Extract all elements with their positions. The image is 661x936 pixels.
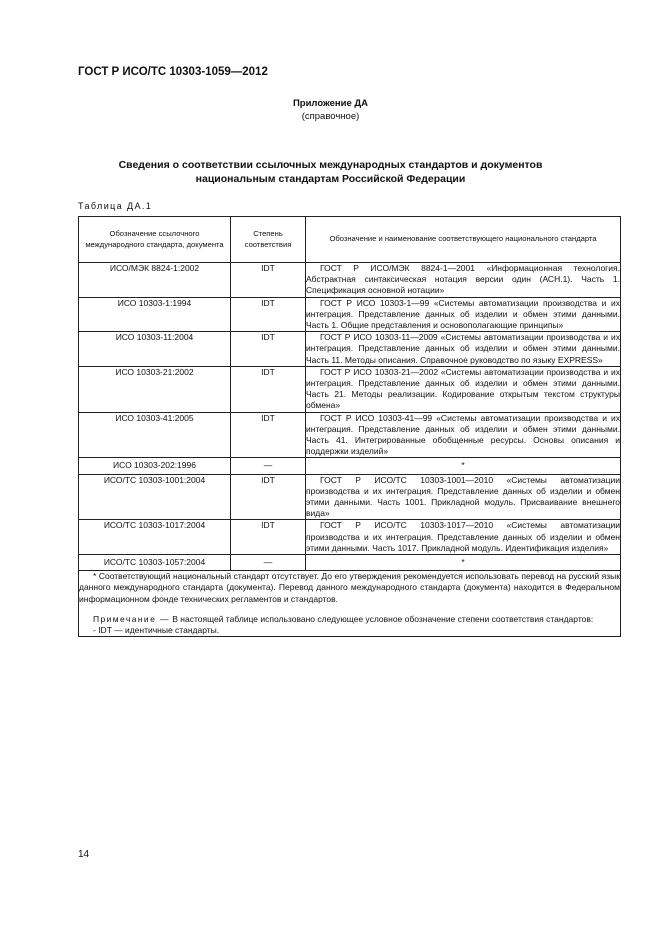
reference-cell: ИСО 10303-11:2004 <box>79 332 231 367</box>
degree-cell: — <box>231 458 306 474</box>
reference-cell: ИСО 10303-1:1994 <box>79 297 231 332</box>
page-number: 14 <box>78 849 90 860</box>
reference-cell: ИСО/ТС 10303-1017:2004 <box>79 520 231 555</box>
document-id: ГОСТ Р ИСО/ТС 10303-1059—2012 <box>78 66 268 78</box>
national-standard-cell <box>306 332 621 367</box>
national-standard-cell <box>306 366 621 412</box>
header-national-standard: Обозначение и наименование соответствующего национального стандарта <box>306 217 621 263</box>
section-title-line-1: Сведения о соответствии ссылочных международных стандартов и документов <box>118 159 543 171</box>
footnote: * Соответствующий национальный стандарт отсутствует. До его утверждения рекомендуется использовать перевод на русский язык данного международного стандарта (документа). Перевод данного международного стандарта (документа) находится в Федеральном информационном фонде технических регламентов и стандартов. <box>79 571 620 604</box>
note-item: - IDT — идентичные стандарты. <box>93 625 220 636</box>
degree-cell: IDT <box>231 297 306 332</box>
note <box>79 614 620 625</box>
table-footer-row <box>79 571 621 637</box>
reference-cell: ИСО 10303-202:1996 <box>79 458 231 474</box>
national-standard-cell <box>306 520 621 555</box>
annex-subtitle: (справочное) <box>301 111 360 122</box>
reference-cell: ИСО/ТС 10303-1001:2004 <box>79 474 231 520</box>
national-standard-cell: * <box>306 458 621 474</box>
section-title <box>0 158 661 186</box>
correspondence-table <box>78 216 621 637</box>
table-header-row <box>79 217 621 263</box>
national-standard-cell <box>306 297 621 332</box>
table-row <box>79 458 621 474</box>
degree-cell: IDT <box>231 332 306 367</box>
national-standard-cell <box>306 474 621 520</box>
degree-cell: IDT <box>231 520 306 555</box>
national-standard-text: ГОСТ Р ИСО 10303-1—99 «Системы автоматизации производства и их интеграция. Представление данных об изделии и обмен этими данными. Часть 1. Общие представления и основополагающие принципы» <box>306 297 620 331</box>
table-row <box>79 332 621 367</box>
national-standard-cell: * <box>306 555 621 571</box>
annex-title: Приложение ДА <box>292 98 369 109</box>
degree-cell: — <box>231 555 306 571</box>
table-row <box>79 263 621 298</box>
note-label: Примечание — <box>93 613 170 624</box>
reference-cell: ИСО/МЭК 8824-1:2002 <box>79 263 231 298</box>
table-caption: Таблица ДА.1 <box>78 201 153 211</box>
table-row <box>79 366 621 412</box>
note-text: В настоящей таблице использовано следующее условное обозначение степени соответствия стандартов: <box>169 613 594 624</box>
table-row <box>79 412 621 458</box>
table-row <box>79 297 621 332</box>
degree-cell: IDT <box>231 263 306 298</box>
table-row <box>79 555 621 571</box>
national-standard-text: ГОСТ Р ИСО/ТС 10303-1017—2010 «Системы автоматизации производства и их интеграция. Представление данных об изделии и обмен этими данными. Часть 1017. Прикладной модуль. Идентификация изделия» <box>306 520 620 553</box>
national-standard-cell <box>306 263 621 298</box>
table-row <box>79 520 621 555</box>
table-footer <box>79 571 621 637</box>
table-row <box>79 474 621 520</box>
annex-heading <box>0 97 661 123</box>
reference-cell: ИСО 10303-21:2002 <box>79 366 231 412</box>
national-standard-text: ГОСТ Р ИСО 10303-21—2002 «Системы автоматизации производства и их интеграция. Представление данных об изделии и обмен этими данными. Часть 21. Методы реализации. Кодирование открытым текстом структуры обмена» <box>306 366 620 411</box>
degree-cell: IDT <box>231 366 306 412</box>
header-degree: Степень соответствия <box>231 217 306 263</box>
reference-cell: ИСО/ТС 10303-1057:2004 <box>79 555 231 571</box>
national-standard-text: ГОСТ Р ИСО 10303-41—99 «Системы автоматизации производства и их интеграция. Представление данных об изделии и обмен этими данными. Часть 41. Интегрированные обобщенные ресурсы. Основы описания и поддержки изделий» <box>306 412 620 457</box>
reference-cell: ИСО 10303-41:2005 <box>79 412 231 458</box>
degree-cell: IDT <box>231 412 306 458</box>
national-standard-cell <box>306 412 621 458</box>
header-reference-standard: Обозначение ссылочного международного стандарта, документа <box>79 217 231 263</box>
national-standard-text: ГОСТ Р ИСО 10303-11—2009 «Системы автоматизации производства и их интеграция. Представление данных об изделии и обмен этими данными. Часть 11. Методы описания. Справочное руководство по языку EXPRESS» <box>306 332 620 365</box>
section-title-line-2: национальным стандартам Российской Федерации <box>195 173 466 185</box>
national-standard-text: ГОСТ Р ИСО/ТС 10303-1001—2010 «Системы автоматизации производства и их интеграция. Представление данных об изделии и обмен этими данными. Часть 1001. Прикладной модуль. Присваивание внешнего вида» <box>306 474 620 519</box>
national-standard-text: ГОСТ Р ИСО/МЭК 8824-1—2001 «Информационная технология. Абстрактная синтаксическая нотация версии один (АСН.1). Часть 1. Спецификация основной нотации» <box>306 263 620 296</box>
degree-cell: IDT <box>231 474 306 520</box>
